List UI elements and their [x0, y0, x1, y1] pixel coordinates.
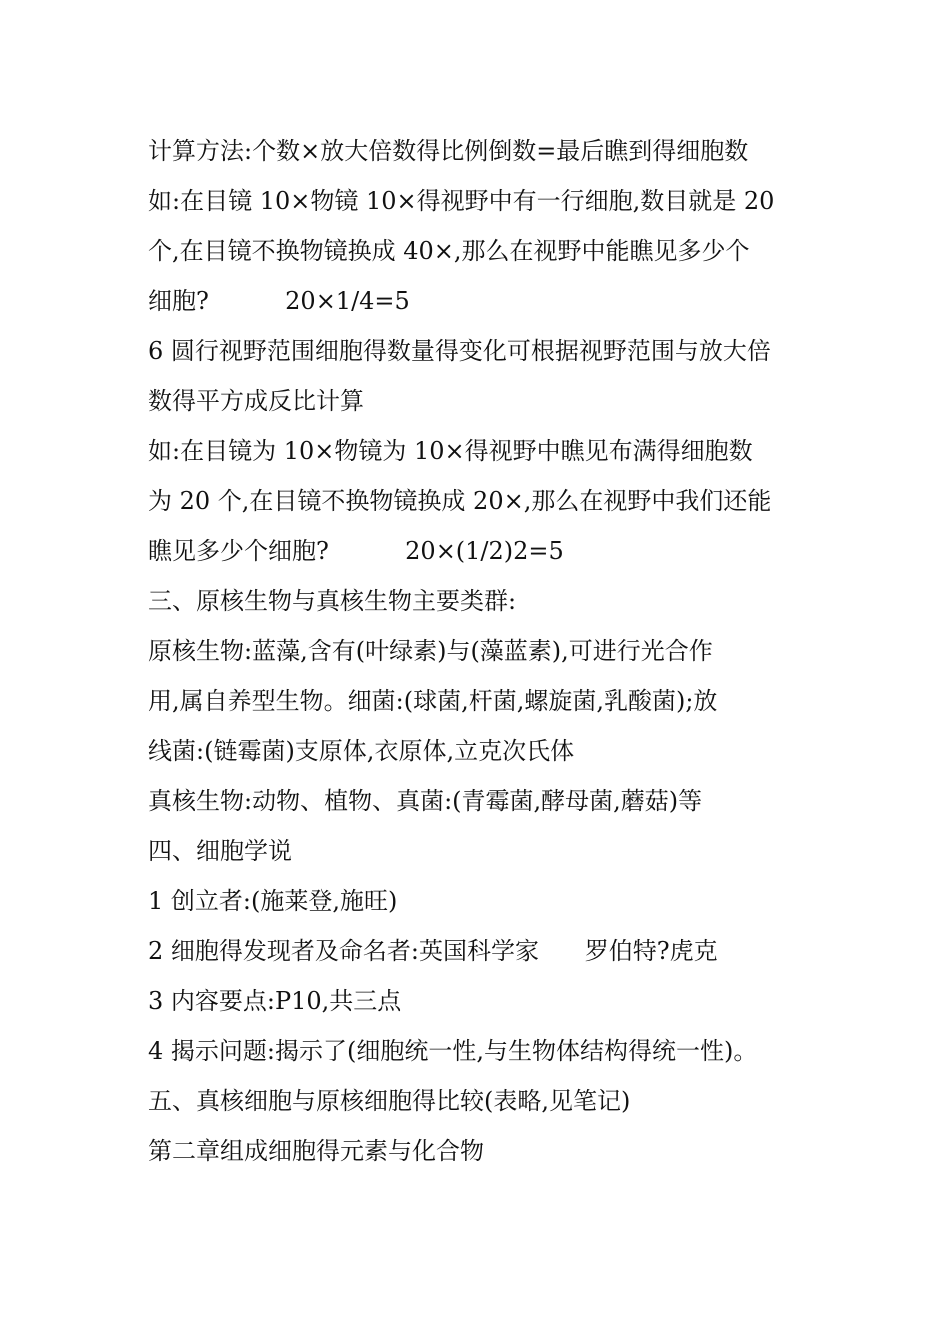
text-line-example-2-answer: 瞧见多少个细胞? 20×(1/2)2=5 [148, 537, 564, 565]
text-line-eukaryotes: 真核生物:动物、植物、真菌:(青霉菌,酵母菌,蘑菇)等 [148, 787, 703, 815]
text-line-example-1-answer: 细胞? 20×1/4=5 [148, 287, 410, 315]
text-line-prokaryotes-part-2: 用,属自养型生物。细菌:(球菌,杆菌,螺旋菌,乳酸菌);放 [148, 687, 718, 715]
list-item-discoverer: 2 细胞得发现者及命名者:英国科学家 罗伯特?虎克 [148, 937, 718, 965]
text-line-circular-field-rule-part-1: 6 圆行视野范围细胞得数量得变化可根据视野范围与放大倍 [148, 337, 771, 365]
text-line-prokaryotes-part-1: 原核生物:蓝藻,含有(叶绿素)与(藻蓝素),可进行光合作 [148, 637, 713, 665]
text-line-circular-field-rule-part-2: 数得平方成反比计算 [148, 387, 364, 415]
chapter-heading-elements-compounds: 第二章组成细胞得元素与化合物 [148, 1137, 484, 1165]
section-heading-cell-theory: 四、细胞学说 [148, 837, 292, 865]
text-line-example-1-part-2: 个,在目镜不换物镜换成 40×,那么在视野中能瞧见多少个 [148, 237, 750, 265]
text-line-example-2-part-2: 为 20 个,在目镜不换物镜换成 20×,那么在视野中我们还能 [148, 487, 772, 515]
text-line-calculation-method: 计算方法:个数×放大倍数得比例倒数=最后瞧到得细胞数 [148, 137, 749, 165]
section-heading-cell-comparison: 五、真核细胞与原核细胞得比较(表略,见笔记) [148, 1087, 631, 1115]
list-item-significance: 4 揭示问题:揭示了(细胞统一性,与生物体结构得统一性)。 [148, 1037, 758, 1065]
list-item-founders: 1 创立者:(施莱登,施旺) [148, 887, 398, 915]
text-line-example-1-part-1: 如:在目镜 10×物镜 10×得视野中有一行细胞,数目就是 20 [148, 187, 775, 215]
section-heading-organism-groups: 三、原核生物与真核生物主要类群: [148, 587, 517, 615]
text-line-example-2-part-1: 如:在目镜为 10×物镜为 10×得视野中瞧见布满得细胞数 [148, 437, 753, 465]
text-line-prokaryotes-part-3: 线菌:(链霉菌)支原体,衣原体,立克次氏体 [148, 737, 575, 765]
list-item-key-points: 3 内容要点:P10,共三点 [148, 987, 402, 1015]
